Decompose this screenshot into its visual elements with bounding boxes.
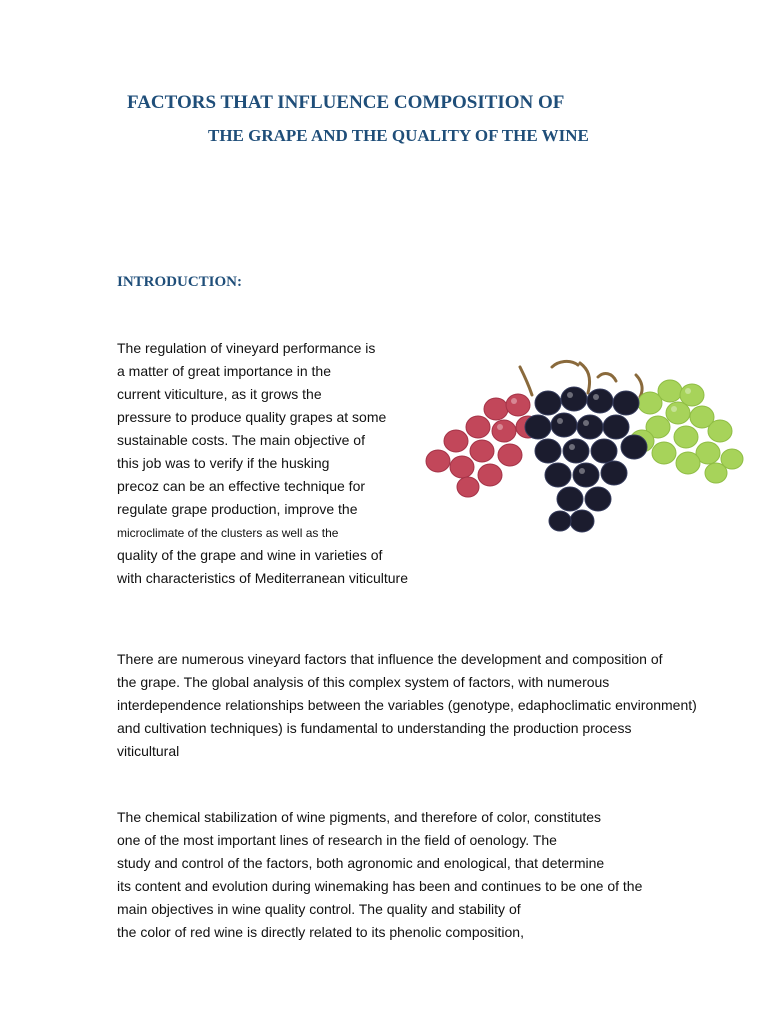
paragraph-line: its content and evolution during winemaking has been and continues to be one of the [117, 878, 643, 894]
black-grape-cluster [525, 387, 647, 532]
paragraph-line: study and control of the factors, both agronomic and enological, that determine [117, 855, 605, 871]
document-title-line2: THE GRAPE AND THE QUALITY OF THE WINE [208, 126, 589, 145]
paragraph-line: main objectives in wine quality control. The quality and stability of [117, 901, 521, 917]
red-grape-cluster [426, 394, 540, 497]
paragraph-line: with characteristics of Mediterranean viticulture [117, 570, 409, 586]
paragraph-line: a matter of great importance in the [117, 363, 331, 379]
paragraph-line: the color of red wine is directly related to its phenolic composition, [117, 924, 524, 940]
paragraph-line: sustainable costs. The main objective of [117, 432, 365, 448]
paragraph-line: quality of the grape and wine in varieties of [117, 547, 383, 563]
paragraph-line: There are numerous vineyard factors that influence the development and composition of [117, 651, 663, 667]
document-title-line1: FACTORS THAT INFLUENCE COMPOSITION OF [127, 92, 565, 113]
paragraph-line: one of the most important lines of research in the field of oenology. The [117, 832, 557, 848]
paragraph-line: pressure to produce quality grapes at some [117, 409, 387, 425]
paragraph-line: and cultivation techniques) is fundamental to understanding the production process [117, 720, 632, 736]
paragraph-line: viticultural [117, 743, 180, 759]
paragraph-line: this job was to verify if the husking [117, 455, 330, 471]
paragraph-line: regulate grape production, improve the [117, 501, 358, 517]
paragraph-line: the grape. The global analysis of this complex system of factors, with numerous [117, 674, 610, 690]
grapes-image [420, 355, 750, 555]
section-heading-introduction: INTRODUCTION: [117, 274, 243, 290]
green-grape-cluster [630, 380, 743, 483]
paragraph-line: microclimate of the clusters as well as the [117, 526, 339, 540]
paragraph-line: interdependence relationships between the variables (genotype, edaphoclimatic environment) [117, 697, 697, 713]
paragraph-line: current viticulture, as it grows the [117, 386, 322, 402]
paragraph-line: The chemical stabilization of wine pigments, and therefore of color, constitutes [117, 809, 602, 825]
paragraph-line: The regulation of vineyard performance is [117, 340, 376, 356]
paragraph-line: precoz can be an effective technique for [117, 478, 366, 494]
